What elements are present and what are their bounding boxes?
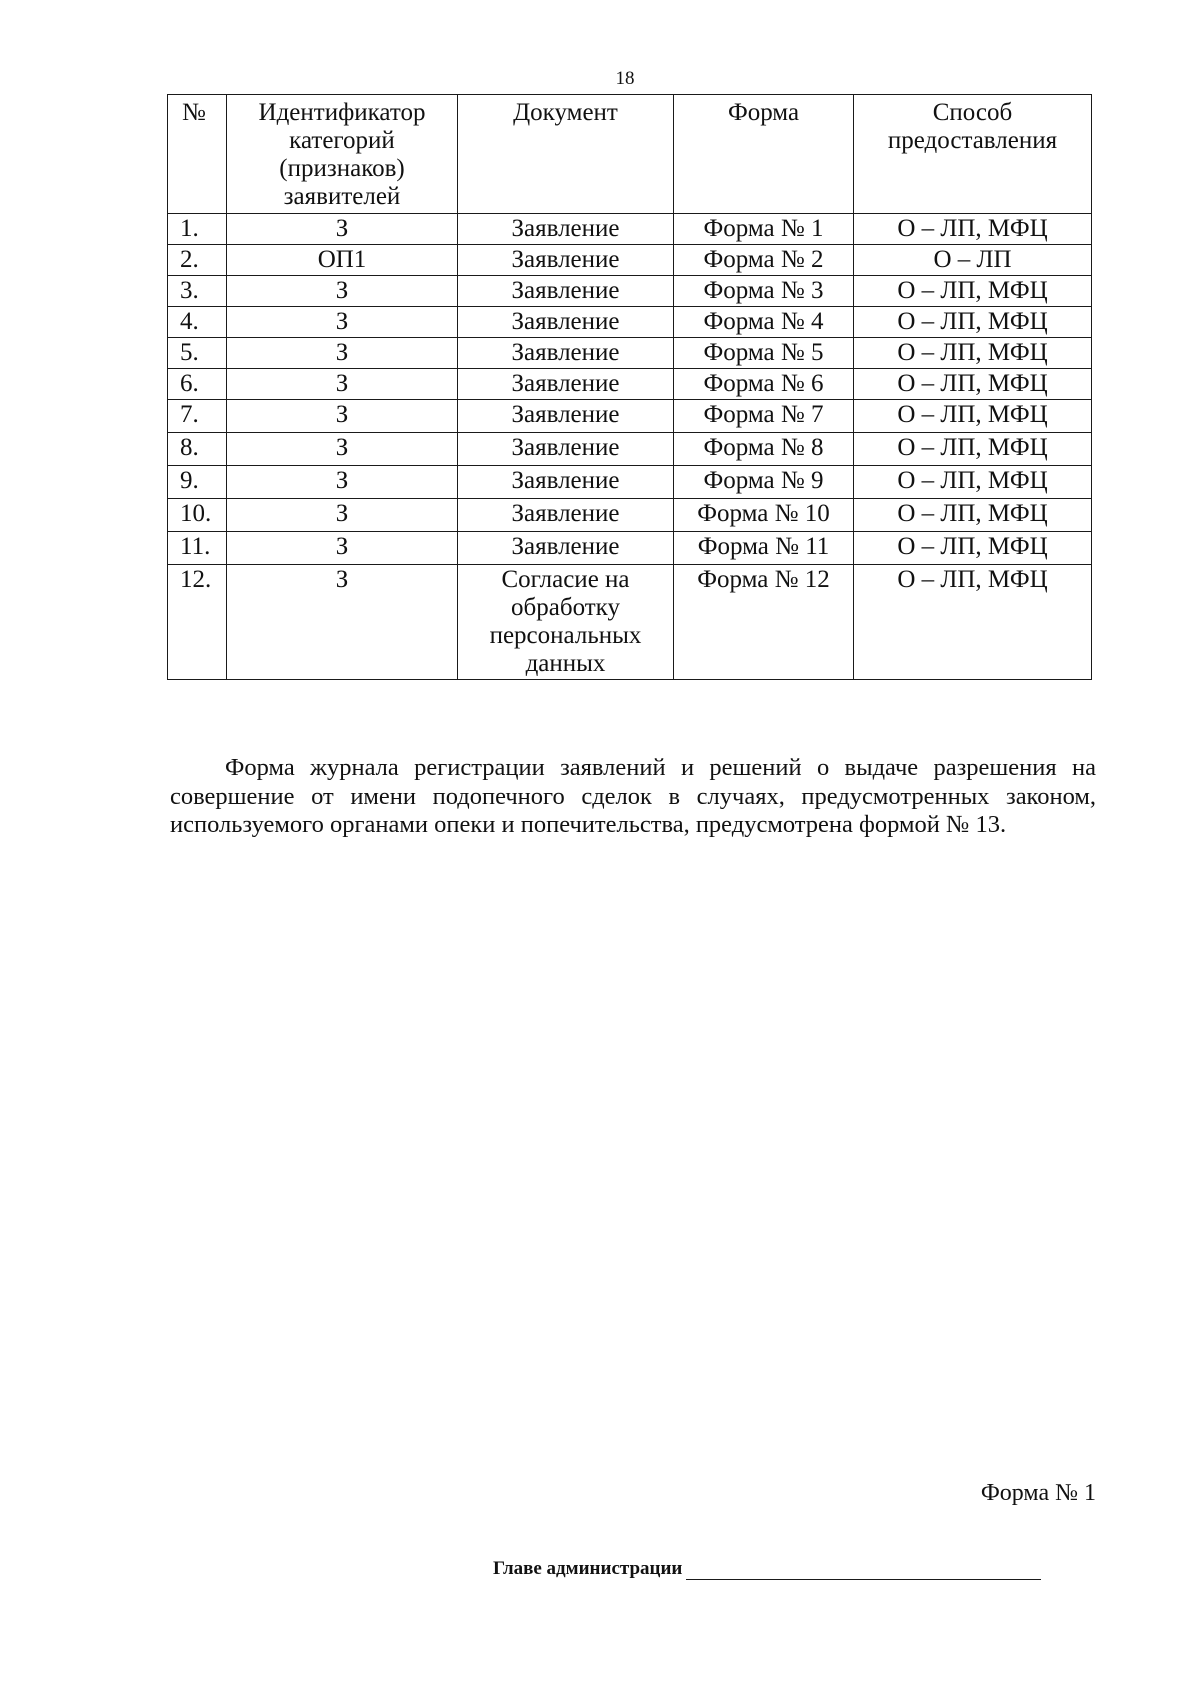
table-header-row xyxy=(168,95,1092,214)
cell-identifier: З xyxy=(227,466,458,499)
cell-form: Форма № 5 xyxy=(674,338,854,369)
cell-num: 10. xyxy=(168,499,227,532)
cell-num: 11. xyxy=(168,532,227,565)
cell-identifier: З xyxy=(227,214,458,245)
cell-num: 2. xyxy=(168,245,227,276)
table-row xyxy=(168,499,1092,532)
cell-num: 12. xyxy=(168,565,227,680)
table-row xyxy=(168,307,1092,338)
cell-identifier: З xyxy=(227,400,458,433)
cell-identifier: ОП1 xyxy=(227,245,458,276)
addressee-blank-field xyxy=(686,1561,1041,1580)
cell-document: Заявление xyxy=(458,369,674,400)
table-row xyxy=(168,532,1092,565)
cell-document: Заявление xyxy=(458,400,674,433)
cell-form: Форма № 9 xyxy=(674,466,854,499)
cell-method: О – ЛП, МФЦ xyxy=(854,214,1092,245)
table-row xyxy=(168,214,1092,245)
cell-form: Форма № 11 xyxy=(674,532,854,565)
table-row xyxy=(168,565,1092,680)
cell-num: 3. xyxy=(168,276,227,307)
page-number: 18 xyxy=(615,68,635,89)
table-row xyxy=(168,276,1092,307)
table-row xyxy=(168,466,1092,499)
cell-num: 8. xyxy=(168,433,227,466)
header-method: Способ предоставления xyxy=(854,95,1092,214)
cell-identifier: З xyxy=(227,307,458,338)
body-paragraph: Форма журнала регистрации заявлений и решений о выдаче разрешения на совершение от имени подопечного сделок в случаях, предусмотренных законом, используемого органами опеки и попечительства, предусмотрена формой № 13. xyxy=(170,754,1096,838)
cell-method: О – ЛП, МФЦ xyxy=(854,466,1092,499)
cell-num: 1. xyxy=(168,214,227,245)
cell-method: О – ЛП, МФЦ xyxy=(854,276,1092,307)
cell-document: Заявление xyxy=(458,245,674,276)
cell-document: Согласие на обработку персональных данных xyxy=(458,565,674,680)
cell-form: Форма № 7 xyxy=(674,400,854,433)
cell-method: О – ЛП xyxy=(854,245,1092,276)
cell-form: Форма № 2 xyxy=(674,245,854,276)
cell-form: Форма № 4 xyxy=(674,307,854,338)
cell-num: 7. xyxy=(168,400,227,433)
cell-form: Форма № 1 xyxy=(674,214,854,245)
table-row xyxy=(168,433,1092,466)
cell-form: Форма № 3 xyxy=(674,276,854,307)
table-body xyxy=(168,214,1092,680)
cell-identifier: З xyxy=(227,369,458,400)
cell-method: О – ЛП, МФЦ xyxy=(854,433,1092,466)
cell-method: О – ЛП, МФЦ xyxy=(854,400,1092,433)
cell-num: 4. xyxy=(168,307,227,338)
cell-num: 9. xyxy=(168,466,227,499)
header-document: Документ xyxy=(458,95,674,214)
cell-form: Форма № 6 xyxy=(674,369,854,400)
cell-method: О – ЛП, МФЦ xyxy=(854,532,1092,565)
header-form: Форма xyxy=(674,95,854,214)
header-identifier: Идентификатор категорий (признаков) заявителей xyxy=(227,95,458,214)
cell-identifier: З xyxy=(227,433,458,466)
cell-method: О – ЛП, МФЦ xyxy=(854,499,1092,532)
cell-method: О – ЛП, МФЦ xyxy=(854,338,1092,369)
table-row xyxy=(168,369,1092,400)
cell-identifier: З xyxy=(227,276,458,307)
table-row xyxy=(168,338,1092,369)
cell-identifier: З xyxy=(227,499,458,532)
cell-document: Заявление xyxy=(458,307,674,338)
form-label: Форма № 1 xyxy=(980,1480,1096,1506)
cell-document: Заявление xyxy=(458,466,674,499)
cell-form: Форма № 8 xyxy=(674,433,854,466)
cell-document: Заявление xyxy=(458,338,674,369)
addressee-line xyxy=(493,1558,1041,1580)
services-table xyxy=(167,94,1092,680)
cell-num: 6. xyxy=(168,369,227,400)
cell-method: О – ЛП, МФЦ xyxy=(854,307,1092,338)
table-row xyxy=(168,400,1092,433)
cell-document: Заявление xyxy=(458,276,674,307)
addressee-label: Главе администрации xyxy=(493,1558,683,1579)
header-num: № xyxy=(168,95,227,214)
cell-method: О – ЛП, МФЦ xyxy=(854,565,1092,680)
cell-form: Форма № 10 xyxy=(674,499,854,532)
cell-identifier: З xyxy=(227,565,458,680)
cell-form: Форма № 12 xyxy=(674,565,854,680)
cell-document: Заявление xyxy=(458,214,674,245)
cell-document: Заявление xyxy=(458,499,674,532)
cell-identifier: З xyxy=(227,532,458,565)
cell-method: О – ЛП, МФЦ xyxy=(854,369,1092,400)
table-row xyxy=(168,245,1092,276)
cell-document: Заявление xyxy=(458,532,674,565)
cell-num: 5. xyxy=(168,338,227,369)
cell-document: Заявление xyxy=(458,433,674,466)
cell-identifier: З xyxy=(227,338,458,369)
